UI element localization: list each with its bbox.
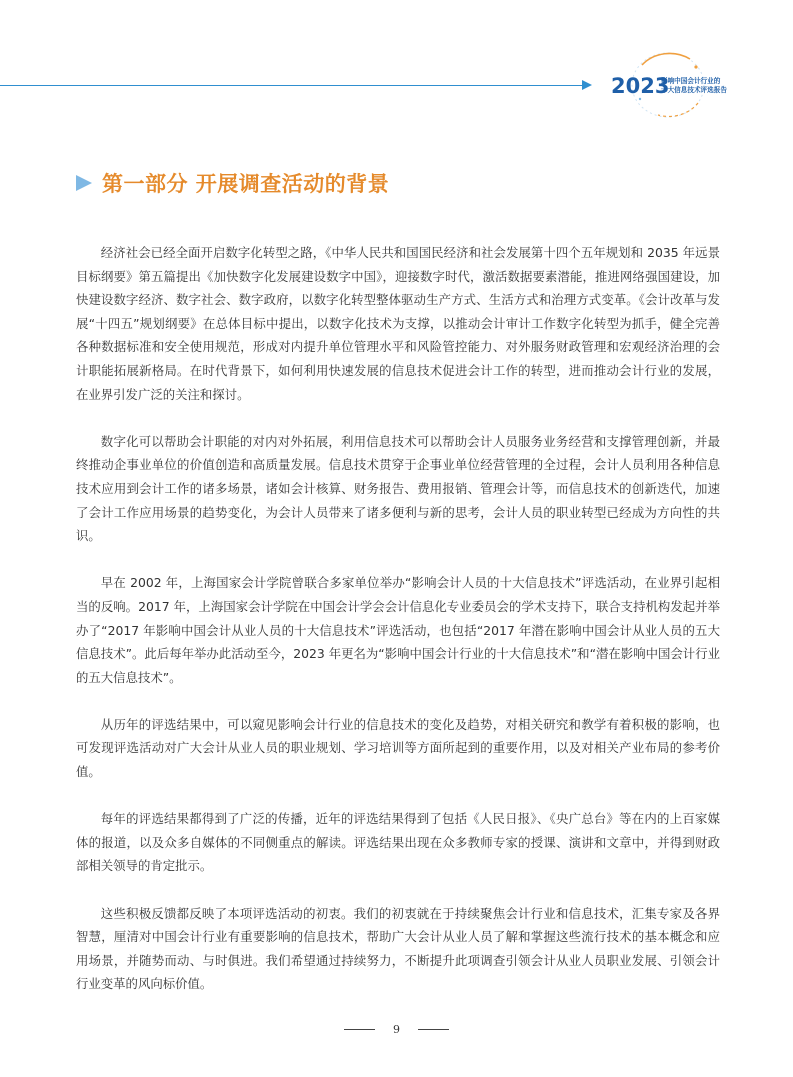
footer-rule-left xyxy=(344,1029,375,1030)
paragraph: 这些积极反馈都反映了本项评选活动的初衷。我们的初衷就在于持续聚焦会计行业和信息技术，汇集专家及各界智慧，厘清对中国会计行业有重要影响的信息技术，帮助广大会计从业人员了解和掌握这些流行技术的基本概念和应用场景，并随势而动、与时俱进。我们希望通过持续努力，不断提升此项调查引领会计从业人员职业发展、引领会计行业变革的风向标价值。 xyxy=(76,905,720,992)
report-year: 2023 xyxy=(611,74,670,98)
page-number: 9 xyxy=(393,1022,400,1036)
paragraph: 经济社会已经全面开启数字化转型之路，《中华人民共和国国民经济和社会发展第十四个五年规划和 2035 年远景目标纲要》第五篇提出《加快数字化发展建设数字中国》，迎接数字时代，激活数据要素潜能，推进网络强国建设，加快建设数字经济、数字社会、数字政府，以数字化转型整体驱动生产方式、生活方式和治理方式变革。《会计改革与发展“十四五”规划纲要》在总体目标中提出，以数字化技术为支撑，以推动会计审计工作数字化转型为抓手，健全完善各种数据标准和安全使用规范，形成对内提升单位管理水平和风险管控能力、对外服务财政管理和宏观经济治理的会计职能拓展新格局。在时代背景下，如何利用快速发展的信息技术促进会计工作的转型，进而推动会计行业的发展，在业界引发广泛的关注和探讨。 xyxy=(76,245,720,402)
header-rule xyxy=(0,85,584,86)
paragraph: 早在 2002 年，上海国家会计学院曾联合多家单位举办“影响会计人员的十大信息技术”评选活动，在业界引起相当的反响。2017 年，上海国家会计学院在中国会计学会会计信息化专业委员会的学术支持下，联合支持机构发起并举办了“2017 年影响中国会计从业人员的十大信息技术”评选活动，也包括“2017 年潜在影响中国会计从业人员的五大信息技术”。此后每年举办此活动至今，2023 年更名为“影响中国会计行业的十大信息技术”和“潜在影响中国会计行业的五大信息技术”。 xyxy=(76,575,720,685)
section-title: 第一部分 开展调查活动的背景 xyxy=(102,171,390,196)
report-subtitle xyxy=(661,77,741,95)
triangle-arrow-icon xyxy=(76,175,92,191)
footer-rule-right xyxy=(418,1029,449,1030)
paragraph: 数字化可以帮助会计职能的对内对外拓展，利用信息技术可以帮助会计人员服务业务经营和支撑管理创新，并最终推动企事业单位的价值创造和高质量发展。信息技术贯穿于企事业单位经营管理的全过程，会计人员利用各种信息技术应用到会计工作的诸多场景，诸如会计核算、财务报告、费用报销、管理会计等，而信息技术的创新迭代，加速了会计工作应用场景的趋势变化，为会计人员带来了诸多便利与新的思考，会计人员的职业转型已经成为方向性的共识。 xyxy=(76,433,720,544)
section-heading xyxy=(76,168,389,198)
paragraph: 每年的评选结果都得到了广泛的传播，近年的评选结果得到了包括《人民日报》、《央广总台》等在内的上百家媒体的报道，以及众多自媒体的不同侧重点的解读。评选结果出现在众多教师专家的授课、演讲和文章中，并得到财政部相关领导的肯定批示。 xyxy=(76,811,720,874)
header-arrow-icon xyxy=(582,80,592,90)
body-text xyxy=(76,241,720,1020)
page-footer xyxy=(0,1019,793,1039)
paragraph: 从历年的评选结果中，可以窥见影响会计行业的信息技术的变化及趋势，对相关研究和教学有着积极的影响，也可发现评选活动对广大会计从业人员的职业规划、学习培训等方面所起到的重要作用，以及对相关产业布局的参考价值。 xyxy=(76,716,720,780)
report-subtitle-line1: 影响中国会计行业的 xyxy=(661,77,721,85)
report-subtitle-line2: 十大信息技术评选报告 xyxy=(661,86,727,94)
